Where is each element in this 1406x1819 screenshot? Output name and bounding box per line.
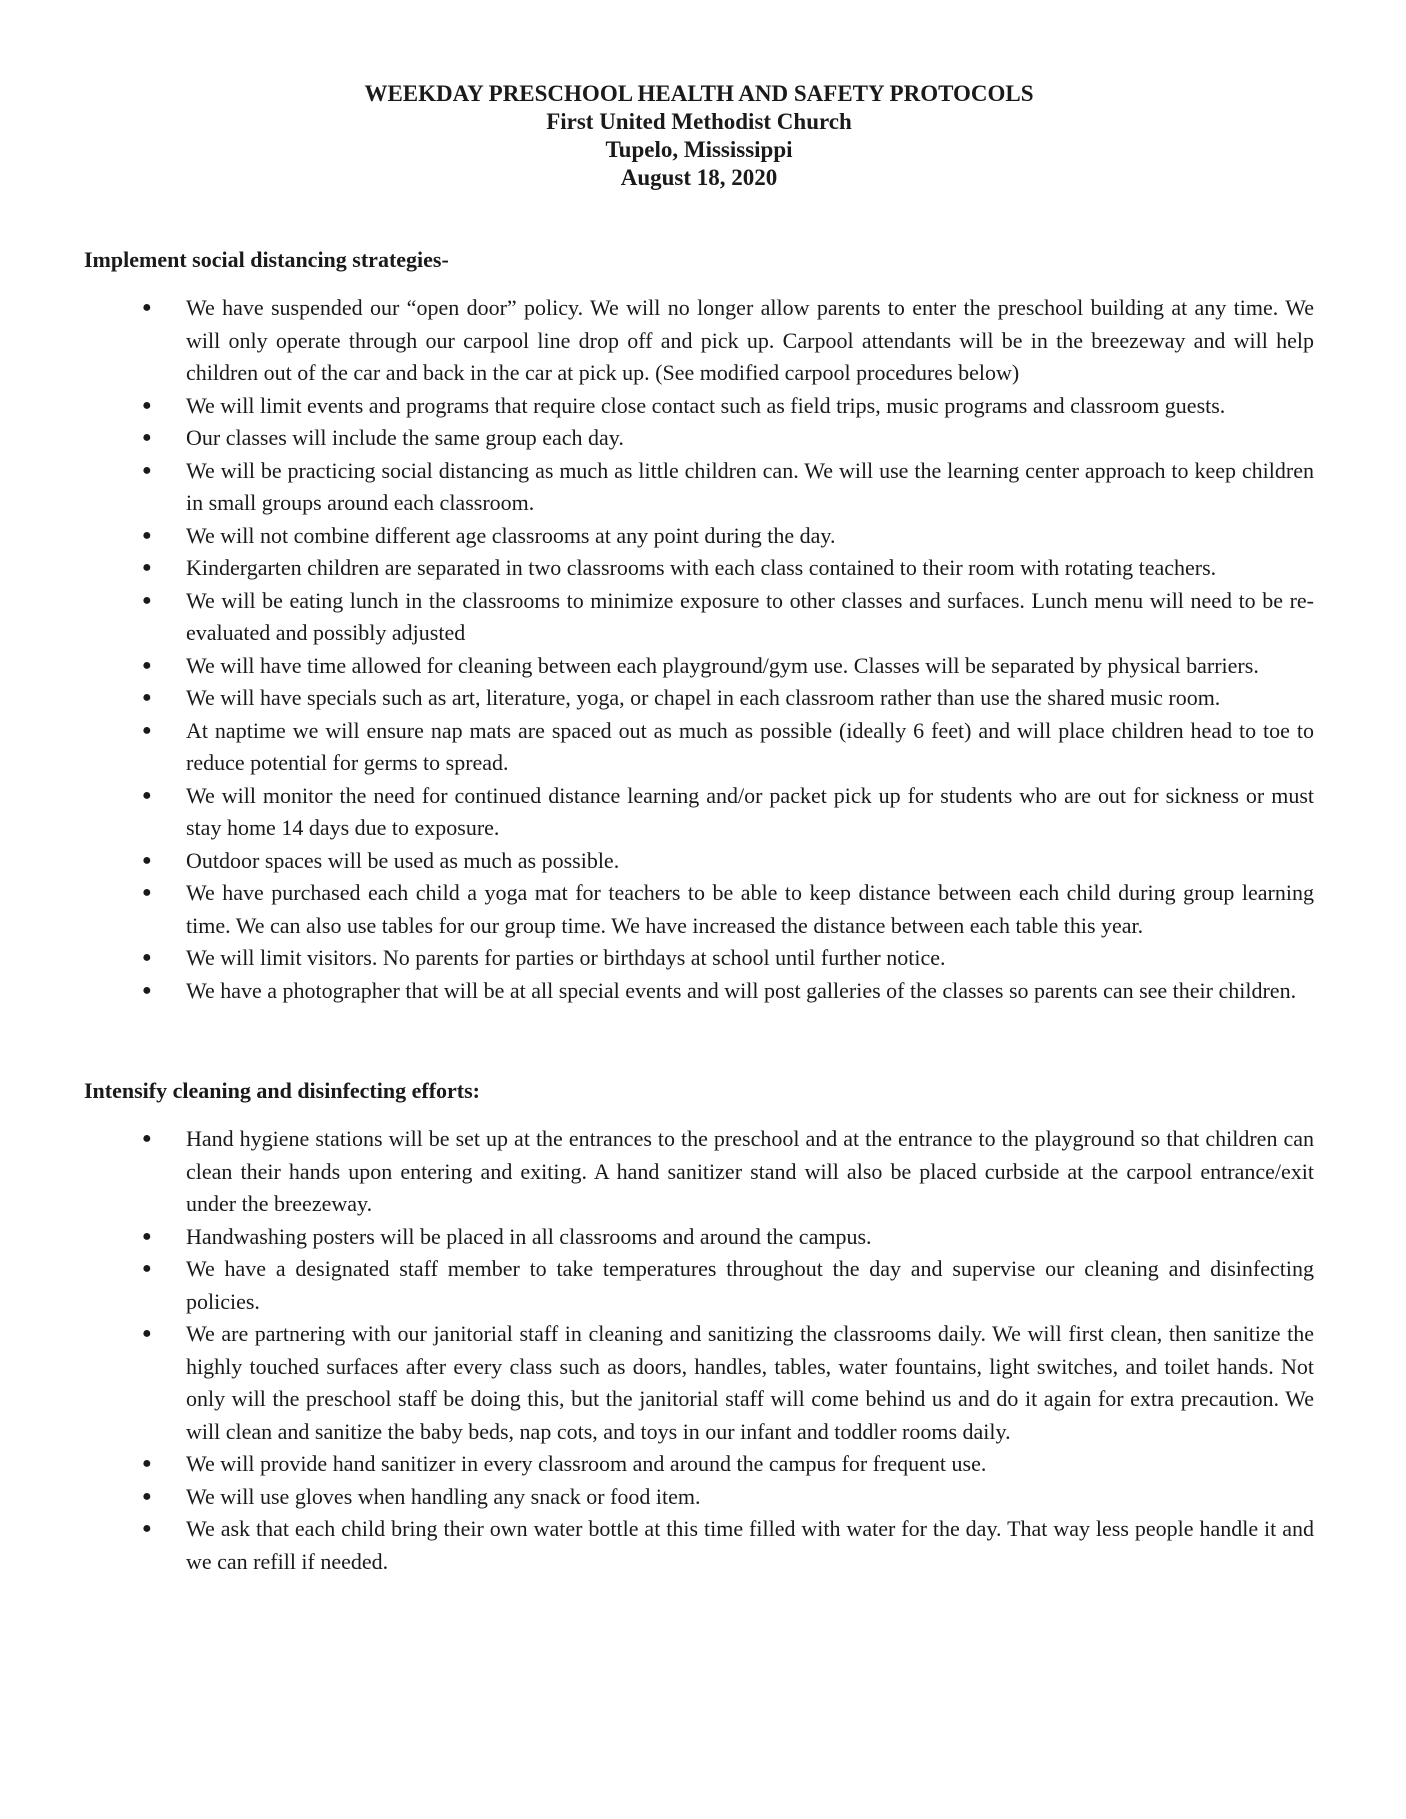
bullet-icon: ● — [142, 526, 152, 544]
bullet-icon: ● — [142, 721, 152, 739]
list-item: ● We will have time allowed for cleaning between each playground/gym use. Classes will be separated by physical barriers. — [186, 650, 1314, 683]
document-header — [84, 80, 1314, 192]
list-item: ● We will provide hand sanitizer in every classroom and around the campus for frequent use. — [186, 1448, 1314, 1481]
location: Tupelo, Mississippi — [605, 137, 793, 162]
bullet-icon: ● — [142, 1487, 152, 1505]
bullet-icon: ● — [142, 851, 152, 869]
list-item: ● At naptime we will ensure nap mats are spaced out as much as possible (ideally 6 feet) and will place children head to toe to reduce potential for germs to spread. — [186, 715, 1314, 780]
list-item: ● We have purchased each child a yoga mat for teachers to be able to keep distance between each child during group learning time. We can also use tables for our group time. We have increased the distance between each table this year. — [186, 877, 1314, 942]
bullet-icon: ● — [142, 884, 152, 901]
list-item: ● We will be eating lunch in the classrooms to minimize exposure to other classes and surfaces. Lunch menu will need to be re-evaluated and possibly adjusted — [186, 585, 1314, 650]
document-date: August 18, 2020 — [620, 165, 778, 190]
list-item: ● We ask that each child bring their own water bottle at this time filled with water for the day. That way less people handle it and we can refill if needed. — [186, 1513, 1314, 1578]
bullet-icon: ● — [142, 1520, 152, 1537]
bullet-icon: ● — [142, 981, 152, 999]
list-item: ● We will use gloves when handling any snack or food item. — [186, 1481, 1314, 1514]
bullet-icon: ● — [142, 1260, 152, 1277]
list-item: ● Kindergarten children are separated in two classrooms with each class contained to their room with rotating teachers. — [186, 552, 1314, 585]
list-item: ● We will monitor the need for continued distance learning and/or packet pick up for students who are out for sickness or must stay home 14 days due to exposure. — [186, 780, 1314, 845]
bullet-icon: ● — [142, 1227, 152, 1245]
bullet-icon: ● — [142, 656, 152, 674]
social-distancing-list — [84, 292, 1314, 1007]
bullet-icon: ● — [142, 1130, 152, 1147]
bullet-icon: ● — [142, 689, 152, 706]
list-item: ● Outdoor spaces will be used as much as possible. — [186, 845, 1314, 878]
list-item: ● We will limit events and programs that require close contact such as field trips, music programs and classroom guests. — [186, 390, 1314, 423]
list-item: ● We will be practicing social distancing as much as little children can. We will use the learning center approach to keep children in small groups around each classroom. — [186, 455, 1314, 520]
bullet-icon: ● — [142, 299, 152, 316]
list-item: ● We are partnering with our janitorial staff in cleaning and sanitizing the classrooms daily. We will first clean, then sanitize the highly touched surfaces after every class such as doors, handles, tables, water fountains, light switches, and toilet hands. Not only will the preschool staff be doing this, but the janitorial staff will come behind us and do it again for extra precaution. We will clean and sanitize the baby beds, nap cots, and toys in our infant and toddler rooms daily. — [186, 1318, 1314, 1448]
bullet-icon: ● — [142, 461, 152, 479]
list-item: ● Handwashing posters will be placed in all classrooms and around the campus. — [186, 1221, 1314, 1254]
bullet-icon: ● — [142, 1325, 152, 1342]
document-title: WEEKDAY PRESCHOOL HEALTH AND SAFETY PROTOCOLS — [364, 81, 1034, 106]
bullet-icon: ● — [142, 559, 152, 576]
list-item: ● We have a designated staff member to take temperatures throughout the day and supervise our cleaning and disinfecting policies. — [186, 1253, 1314, 1318]
list-item: ● We will have specials such as art, literature, yoga, or chapel in each classroom rather than use the shared music room. — [186, 682, 1314, 715]
bullet-icon: ● — [142, 786, 152, 804]
list-item: ● We have suspended our “open door” policy. We will no longer allow parents to enter the preschool building at any time. We will only operate through our carpool line drop off and pick up. Carpool attendants will be in the breezeway and will help children out of the car and back in the car at pick up. (See modified carpool procedures below) — [186, 292, 1314, 390]
list-item: ● We will limit visitors. No parents for parties or birthdays at school until further notice. — [186, 942, 1314, 975]
section-heading-social-distancing: Implement social distancing strategies- — [84, 247, 449, 272]
cleaning-list — [84, 1123, 1314, 1578]
bullet-icon: ● — [142, 591, 152, 609]
bullet-icon: ● — [142, 949, 152, 966]
organization-name: First United Methodist Church — [546, 109, 852, 134]
section-heading-cleaning: Intensify cleaning and disinfecting efforts: — [84, 1078, 480, 1103]
list-item: ● We will not combine different age classrooms at any point during the day. — [186, 520, 1314, 553]
list-item: ● Our classes will include the same group each day. — [186, 422, 1314, 455]
bullet-icon: ● — [142, 429, 152, 446]
bullet-icon: ● — [142, 1455, 152, 1472]
list-item: ● We have a photographer that will be at all special events and will post galleries of the classes so parents can see their children. — [186, 975, 1314, 1008]
list-item: ● Hand hygiene stations will be set up at the entrances to the preschool and at the entrance to the playground so that children can clean their hands upon entering and exiting. A hand sanitizer stand will also be placed curbside at the carpool entrance/exit under the breezeway. — [186, 1123, 1314, 1221]
bullet-icon: ● — [142, 396, 152, 414]
